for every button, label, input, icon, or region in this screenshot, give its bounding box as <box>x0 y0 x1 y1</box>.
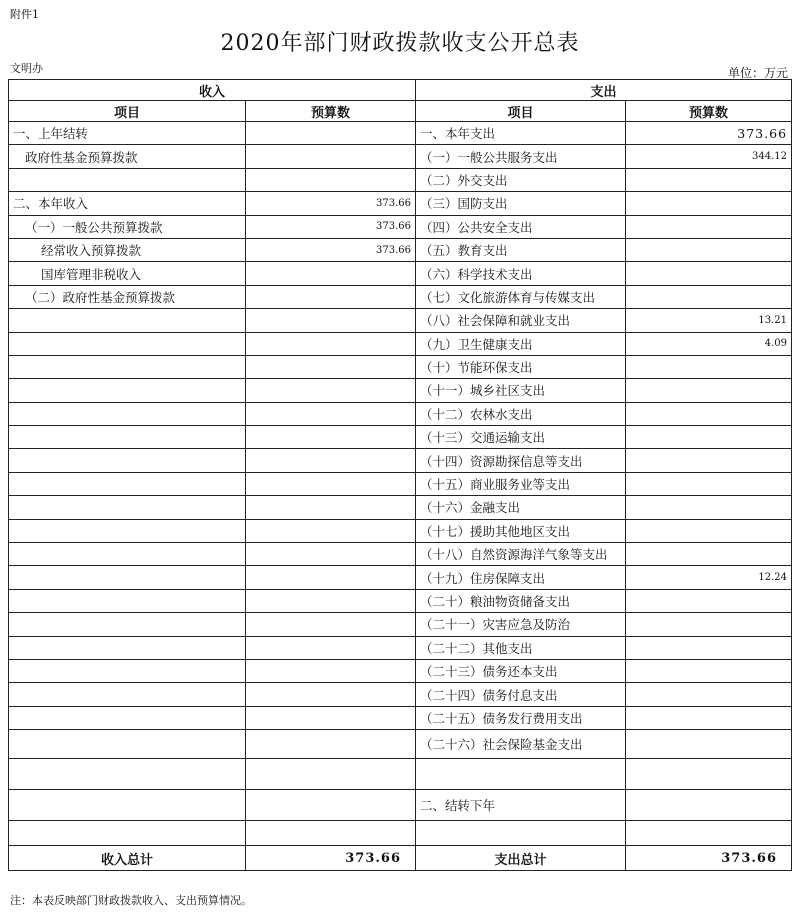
income-item-cell <box>9 449 246 472</box>
income-value-cell <box>246 496 416 519</box>
income-item-cell <box>9 543 246 566</box>
income-item-cell <box>9 706 246 729</box>
expense-value-cell <box>626 659 792 682</box>
income-value-cell <box>246 332 416 355</box>
income-item-cell <box>9 730 246 759</box>
expense-value-cell <box>626 285 792 308</box>
carryover-label: 二、结转下年 <box>416 790 626 821</box>
expense-value-cell <box>626 613 792 636</box>
blank-cell <box>416 759 626 790</box>
expense-item-cell: （九）卫生健康支出 <box>416 332 626 355</box>
expense-section-header: 支出 <box>416 80 792 101</box>
blank-cell <box>626 759 792 790</box>
expense-value-cell <box>626 238 792 261</box>
expense-value-cell <box>626 496 792 519</box>
income-value-cell <box>246 613 416 636</box>
expense-value-cell: 4.09 <box>626 332 792 355</box>
income-item-cell <box>9 332 246 355</box>
expense-value-cell <box>626 379 792 402</box>
income-item-cell: 经常收入预算拨款 <box>9 238 246 261</box>
footnote: 注：本表反映部门财政拨款收入、支出预算情况。 <box>10 894 252 907</box>
expense-item-cell: （十一）城乡社区支出 <box>416 379 626 402</box>
income-value-cell <box>246 402 416 425</box>
income-item-cell <box>9 472 246 495</box>
table-row <box>9 355 792 378</box>
income-value-cell <box>246 659 416 682</box>
expense-item-cell: （八）社会保障和就业支出 <box>416 309 626 332</box>
expense-value-cell <box>626 683 792 706</box>
table-row <box>9 238 792 261</box>
income-item-cell <box>9 402 246 425</box>
expense-item-cell: （四）公共安全支出 <box>416 215 626 238</box>
income-total-label: 收入总计 <box>9 846 246 871</box>
blank-cell <box>246 790 416 821</box>
table-row <box>9 402 792 425</box>
income-value-cell <box>246 543 416 566</box>
table-row <box>9 543 792 566</box>
expense-item-cell: （十）节能环保支出 <box>416 355 626 378</box>
table-row <box>9 519 792 542</box>
table-row <box>9 262 792 285</box>
expense-item-cell: （十七）援助其他地区支出 <box>416 519 626 542</box>
expense-item-cell: （三）国防支出 <box>416 192 626 215</box>
income-value-cell <box>246 309 416 332</box>
expense-item-cell: （十五）商业服务业等支出 <box>416 472 626 495</box>
attachment-label: 附件1 <box>10 8 39 21</box>
income-total-value: 373.66 <box>246 846 416 871</box>
table-row-blank <box>9 821 792 846</box>
blank-cell <box>246 759 416 790</box>
expense-total-value: 373.66 <box>626 846 792 871</box>
header-row-columns <box>9 101 792 122</box>
expense-value-cell <box>626 262 792 285</box>
income-value-cell <box>246 472 416 495</box>
income-item-cell <box>9 659 246 682</box>
table-row <box>9 449 792 472</box>
table-row <box>9 659 792 682</box>
expense-item-cell: （十四）资源勘探信息等支出 <box>416 449 626 472</box>
income-value-cell <box>246 706 416 729</box>
expense-value-cell <box>626 706 792 729</box>
expense-item-cell: （二十二）其他支出 <box>416 636 626 659</box>
income-item-cell: 二、本年收入 <box>9 192 246 215</box>
expense-value-cell <box>626 215 792 238</box>
budget-summary-table <box>8 79 792 871</box>
expense-value-cell: 373.66 <box>626 122 792 145</box>
income-value-cell <box>246 145 416 168</box>
income-item-cell <box>9 636 246 659</box>
department-name: 文明办 <box>10 62 43 75</box>
table-row <box>9 332 792 355</box>
blank-cell <box>9 790 246 821</box>
expense-item-cell: （二）外交支出 <box>416 168 626 191</box>
expense-item-cell: （二十）粮油物资储备支出 <box>416 589 626 612</box>
income-item-cell <box>9 613 246 636</box>
income-item-cell <box>9 589 246 612</box>
income-item-cell <box>9 519 246 542</box>
income-item-cell <box>9 683 246 706</box>
expense-item-cell: （二十一）灾害应急及防治 <box>416 613 626 636</box>
expense-value-cell <box>626 449 792 472</box>
table-row-blank <box>9 759 792 790</box>
expense-value-cell <box>626 543 792 566</box>
income-item-cell <box>9 309 246 332</box>
income-item-cell: （二）政府性基金预算拨款 <box>9 285 246 308</box>
expense-value-cell <box>626 472 792 495</box>
table-row-carryover <box>9 790 792 821</box>
income-value-cell <box>246 519 416 542</box>
expense-item-cell: （六）科学技术支出 <box>416 262 626 285</box>
expense-value-cell <box>626 192 792 215</box>
expense-item-cell: （十九）住房保障支出 <box>416 566 626 589</box>
expense-item-cell: （五）教育支出 <box>416 238 626 261</box>
income-item-cell: 一、上年结转 <box>9 122 246 145</box>
table-row <box>9 192 792 215</box>
header-row-sections <box>9 80 792 101</box>
table-row <box>9 379 792 402</box>
income-item-cell <box>9 496 246 519</box>
income-item-cell <box>9 355 246 378</box>
expense-value-cell <box>626 589 792 612</box>
income-item-cell: 国库管理非税收入 <box>9 262 246 285</box>
table-row <box>9 589 792 612</box>
table-row <box>9 168 792 191</box>
expense-item-cell: （七）文化旅游体育与传媒支出 <box>416 285 626 308</box>
income-value-cell <box>246 355 416 378</box>
table-row <box>9 636 792 659</box>
table-row <box>9 215 792 238</box>
income-value-cell <box>246 730 416 759</box>
expense-value-cell <box>626 355 792 378</box>
expense-item-cell: （二十四）债务付息支出 <box>416 683 626 706</box>
expense-value-cell <box>626 730 792 759</box>
income-item-cell <box>9 426 246 449</box>
income-item-cell <box>9 168 246 191</box>
table-row <box>9 683 792 706</box>
income-value-cell <box>246 636 416 659</box>
expense-value-cell <box>626 426 792 449</box>
blank-cell <box>416 821 626 846</box>
income-item-cell: 政府性基金预算拨款 <box>9 145 246 168</box>
income-value-cell <box>246 683 416 706</box>
expense-value-cell: 12.24 <box>626 566 792 589</box>
table-row <box>9 309 792 332</box>
expense-value-cell <box>626 402 792 425</box>
expense-value-cell: 344.12 <box>626 145 792 168</box>
expense-item-cell: （十六）金融支出 <box>416 496 626 519</box>
income-value-cell <box>246 122 416 145</box>
table-row <box>9 426 792 449</box>
expense-value-cell <box>626 168 792 191</box>
table-row <box>9 285 792 308</box>
expense-item-cell: （二十三）债务还本支出 <box>416 659 626 682</box>
expense-budget-header: 预算数 <box>626 101 792 122</box>
table-row <box>9 613 792 636</box>
income-value-cell <box>246 426 416 449</box>
expense-item-cell: （二十六）社会保险基金支出 <box>416 730 626 759</box>
expense-value-cell: 13.21 <box>626 309 792 332</box>
table-row <box>9 566 792 589</box>
income-item-cell <box>9 566 246 589</box>
expense-value-cell <box>626 519 792 542</box>
totals-row <box>9 846 792 871</box>
income-value-cell: 373.66 <box>246 192 416 215</box>
income-value-cell <box>246 168 416 191</box>
blank-cell <box>626 790 792 821</box>
blank-cell <box>246 821 416 846</box>
income-item-header: 项目 <box>9 101 246 122</box>
table-row <box>9 145 792 168</box>
income-item-cell: （一）一般公共预算拨款 <box>9 215 246 238</box>
expense-item-cell: （十三）交通运输支出 <box>416 426 626 449</box>
table-row <box>9 122 792 145</box>
expense-item-cell: （二十五）债务发行费用支出 <box>416 706 626 729</box>
expense-item-header: 项目 <box>416 101 626 122</box>
income-value-cell <box>246 566 416 589</box>
blank-cell <box>9 821 246 846</box>
page-title: 2020年部门财政拨款收支公开总表 <box>220 31 580 56</box>
blank-cell <box>626 821 792 846</box>
income-value-cell: 373.66 <box>246 215 416 238</box>
expense-total-label: 支出总计 <box>416 846 626 871</box>
income-section-header: 收入 <box>9 80 416 101</box>
income-value-cell: 373.66 <box>246 238 416 261</box>
expense-item-cell: 一、本年支出 <box>416 122 626 145</box>
income-item-cell <box>9 379 246 402</box>
expense-value-cell <box>626 636 792 659</box>
income-budget-header: 预算数 <box>246 101 416 122</box>
income-value-cell <box>246 262 416 285</box>
income-value-cell <box>246 379 416 402</box>
table-row <box>9 496 792 519</box>
expense-item-cell: （一）一般公共服务支出 <box>416 145 626 168</box>
table-row <box>9 472 792 495</box>
income-value-cell <box>246 589 416 612</box>
blank-cell <box>9 759 246 790</box>
income-value-cell <box>246 449 416 472</box>
income-value-cell <box>246 285 416 308</box>
expense-item-cell: （十二）农林水支出 <box>416 402 626 425</box>
table-row <box>9 730 792 759</box>
unit-label: 单位：万元 <box>727 66 788 80</box>
expense-item-cell: （十八）自然资源海洋气象等支出 <box>416 543 626 566</box>
table-row <box>9 706 792 729</box>
